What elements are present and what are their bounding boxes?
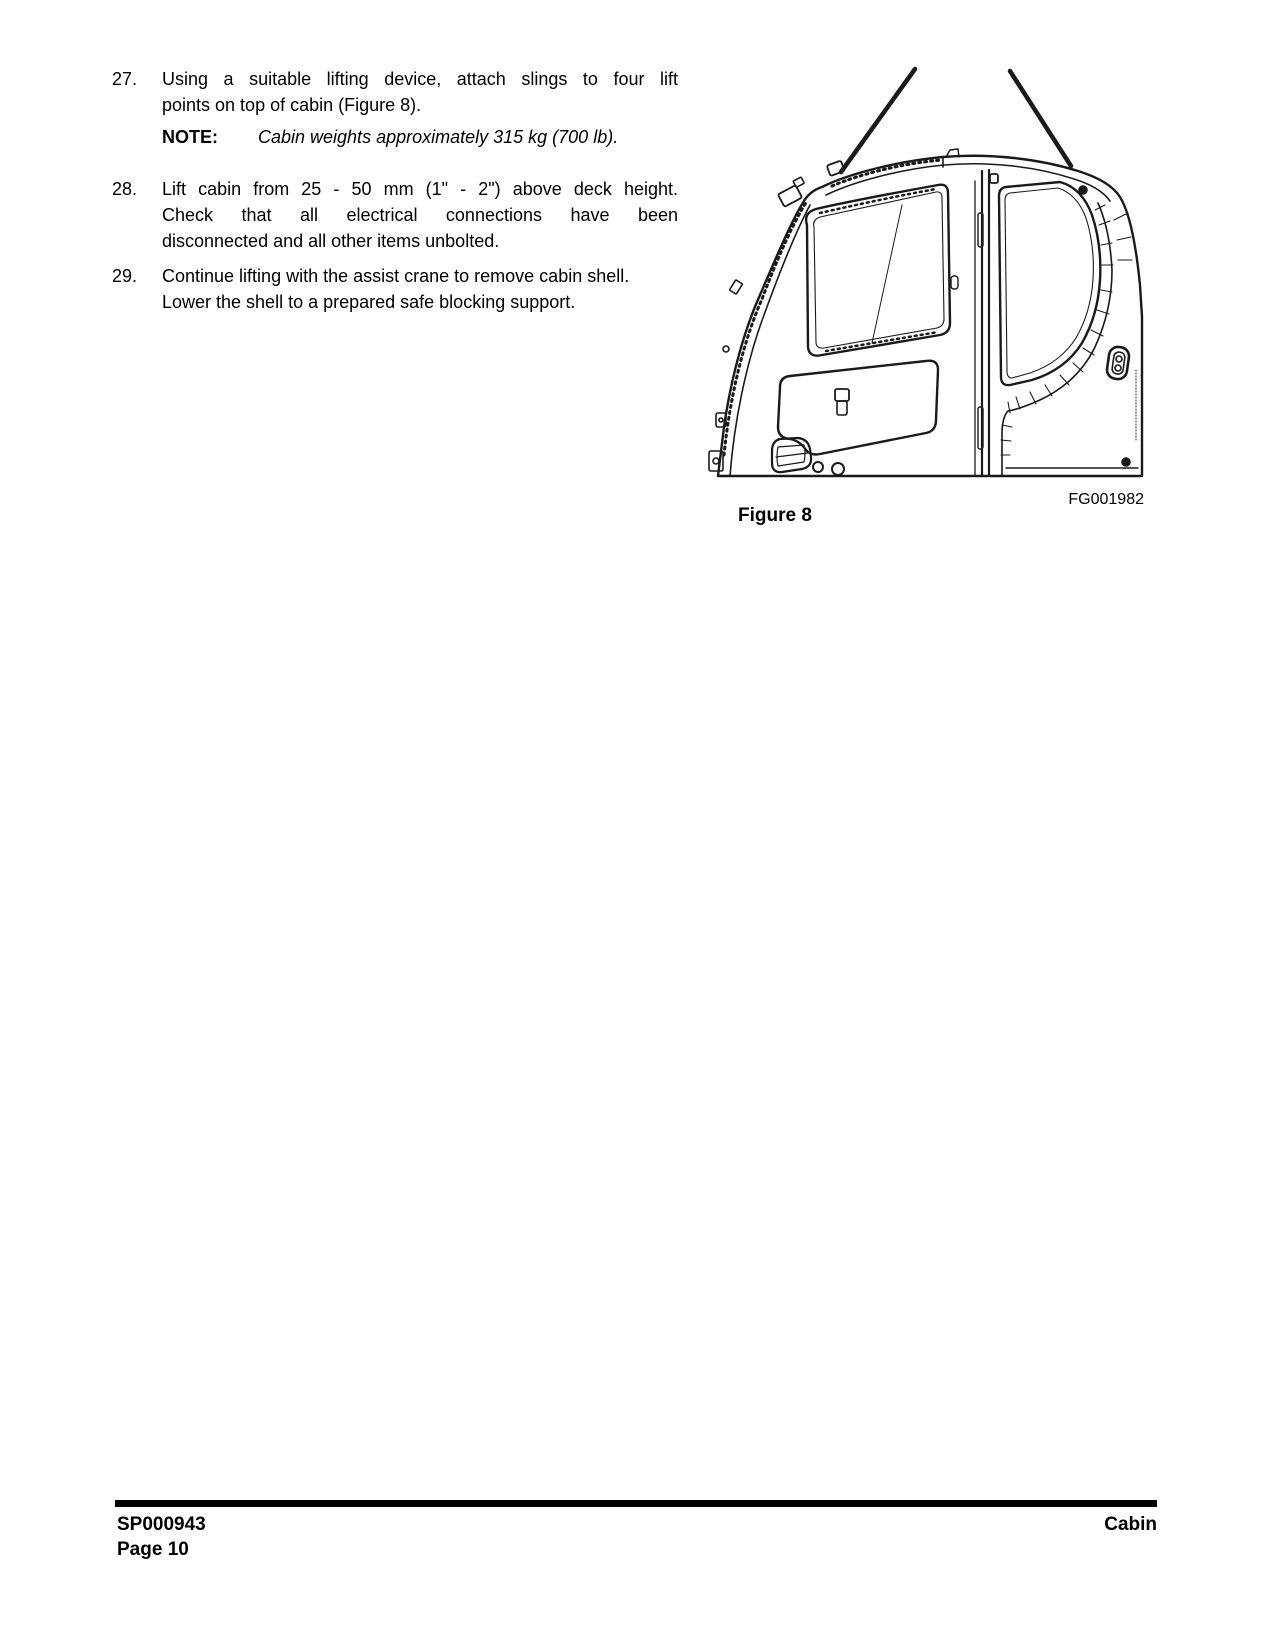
step-body [162,66,678,167]
step-number: 28. [112,179,138,199]
cabin-line-drawing [690,55,1150,485]
step-number: 29. [112,266,138,286]
step-number: 27. [112,69,138,89]
footer-section: Cabin [1104,1514,1157,1535]
step-text-line: Lower the shell to a prepared safe blocking support. [162,292,576,312]
step-text-line: points on top of cabin (Figure 8). [162,95,422,115]
tread-marks [1001,205,1132,455]
note [162,124,678,150]
rear-window [999,182,1100,385]
step-29 [112,263,678,315]
figure-code: FG001982 [1068,491,1144,508]
note-text: Cabin weights approximately 315 kg (700 lb). [258,127,619,147]
footer [117,1512,1157,1562]
footer-rule [115,1500,1157,1507]
note-label: NOTE: [162,127,218,147]
step-text-line: Continue lifting with the assist crane to remove cabin shell. [162,266,630,286]
instruction-list [112,66,678,315]
figure-caption: Figure 8 [738,505,812,526]
footer-doc-code: SP000943 [117,1514,206,1535]
step-text-line: Check that all electrical connections have been [162,205,678,225]
door-panel [778,361,938,455]
footer-page-number: Page 10 [117,1539,189,1560]
step-body [162,176,678,254]
step-text-line: disconnected and all other items unbolted. [162,231,500,251]
step-text-line: Using a suitable lifting device, attach slings to four lift [162,69,678,89]
rear-latch [1106,346,1130,380]
step-27 [112,66,678,167]
figure-8 [690,55,1150,540]
step-text-line: Lift cabin from 25 - 50 mm (1" - 2") above deck height. [162,179,678,199]
step-body [162,263,678,315]
step-28 [112,176,678,254]
